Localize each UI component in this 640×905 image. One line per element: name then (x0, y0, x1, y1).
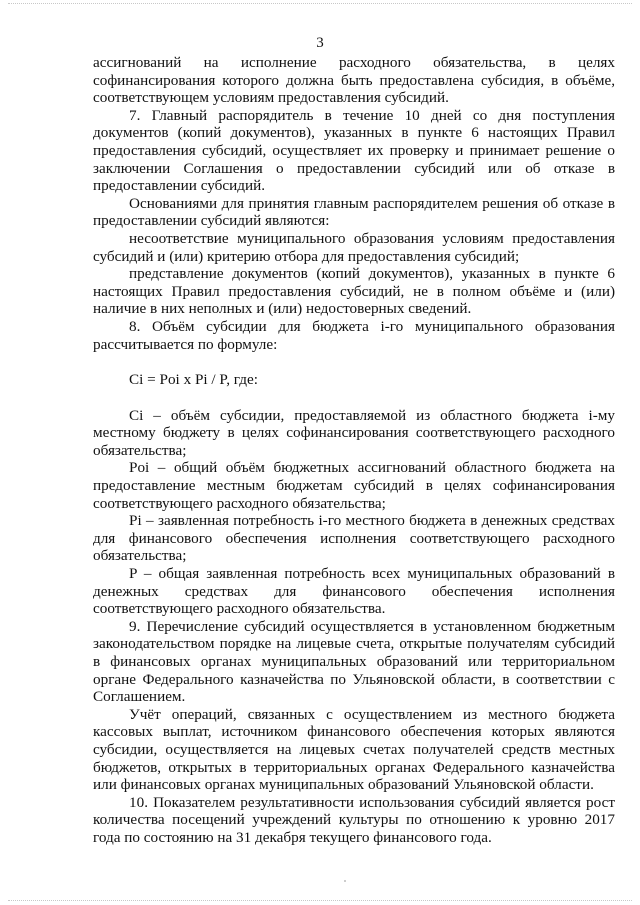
paragraph-refusal-ground-1: несоответствие муниципального образования условиям предоставления субсидий и (или) критерию отбора для предоставления субсидий; (93, 229, 615, 265)
paragraph-accounting: Учёт операций, связанных с осуществлением из местного бюджета кассовых выплат, источником финансового обеспечения которых являются субсидии, осуществляется на лицевых счетах получателей средств местных бюджетов, открытых в территориальных органах Федерального казначейства или финансовых органах муниципальных образований Ульяновской области. (93, 705, 615, 794)
definition-p: P – общая заявленная потребность всех муниципальных образований в денежных средствах для финансового обеспечения исполнения соответствующего расходного обязательства. (93, 565, 615, 618)
paragraph-item-8: 8. Объём субсидии для бюджета i-го муниципального образования рассчитывается по формуле: (93, 317, 615, 353)
page-number: 3 (316, 35, 324, 51)
paragraph-refusal-grounds: Основаниями для принятия главным распорядителем решения об отказе в предоставлении субсидий являются: (93, 194, 615, 230)
definition-pi: Pi – заявленная потребность i-го местного бюджета в денежных средствах для финансового обеспечения исполнения соответствующего расходного обязательства; (93, 512, 615, 565)
paragraph-refusal-ground-2: представление документов (копий документов), указанных в пункте 6 настоящих Правил предоставления субсидий, не в полном объёме и (или) наличие в них неполных и (или) недостоверных сведений. (93, 265, 615, 318)
scan-edge-top (8, 3, 632, 4)
paragraph-continuation: ассигнований на исполнение расходного обязательства, в целях софинансирования которого должна быть предоставлена субсидия, в объёме, соответствующем условиям предоставления субсидий. (93, 54, 615, 107)
definition-ci: Ci – объём субсидии, предоставляемой из областного бюджета i-му местному бюджету в целях софинансирования соответствующего расходного обязательства; (93, 406, 615, 459)
scan-edge-bottom (8, 900, 632, 901)
formula: Ci = Poi x Pi / P, где: (129, 371, 258, 389)
document-body (93, 54, 615, 847)
definition-poi: Poi – общий объём бюджетных ассигнований областного бюджета на предоставление местным бюджетам субсидий в целях софинансирования соответствующего расходного обязательства; (93, 459, 615, 512)
paragraph-item-7: 7. Главный распорядитель в течение 10 дней со дня поступления документов (копий документов), указанных в пункте 6 настоящих Правил предоставления субсидий, осуществляет их проверку и принимает решение о заключении Соглашения о предоставлении субсидий или об отказе в предоставлении субсидий. (93, 106, 615, 195)
scan-speck (344, 880, 346, 882)
paragraph-item-9: 9. Перечисление субсидий осуществляется в установленном бюджетным законодательством порядке на лицевые счета, открытые получателям субсидий в финансовых органах муниципальных образований или территориальном органе Федерального казначейства по Ульяновской области, в соответствии с Соглашением. (93, 617, 615, 706)
paragraph-item-10: 10. Показателем результативности использования субсидий является рост количества посещений учреждений культуры по отношению к уровню 2017 года по состоянию на 31 декабря текущего финансового года. (93, 793, 615, 846)
